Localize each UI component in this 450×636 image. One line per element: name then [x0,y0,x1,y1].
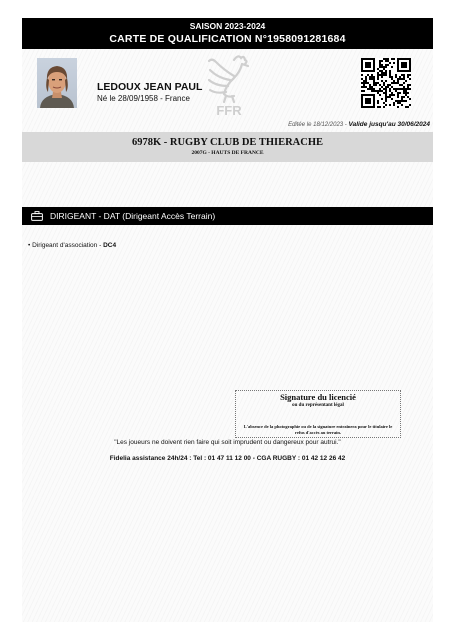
briefcase-icon [31,211,43,221]
function-label: • Dirigeant d'association - [28,242,104,249]
signature-notice: L'absence de la photographie ou de la signature entraînera pour le titulaire le refus d'accès au terrain. [243,424,393,435]
edited-date: Editée le 18/12/2023 - [288,122,349,128]
ffr-logo-text: FFR [216,103,242,118]
club-band [22,132,433,162]
validity-line [288,121,430,128]
season-label: SAISON 2023-2024 [189,21,266,31]
qualification-card [22,18,433,622]
player-birth: Né le 28/09/1958 - France [97,94,190,103]
role-band [22,207,433,225]
signature-subtitle: ou du représentant légal [292,403,344,408]
assistance-line: Fidelia assistance 24h/24 : Tel : 01 47 11 12 00 - CGA RUGBY : 01 42 12 26 42 [109,455,346,462]
signature-box[interactable] [235,390,401,438]
valid-until: Valide jusqu'au 30/06/2024 [348,121,430,128]
club-name: 6978K - RUGBY CLUB DE THIERACHE [131,137,324,148]
qr-code[interactable] [361,58,411,108]
role-title: DIRIGEANT - DAT (Dirigeant Accès Terrain) [50,211,216,221]
card-header [22,18,433,49]
function-code: DC4 [103,242,117,249]
player-name: LEDOUX JEAN PAUL [97,81,203,93]
card-number-title: CARTE DE QUALIFICATION N°1958091281684 [109,33,346,45]
function-line [28,242,116,249]
ffr-rooster-logo [204,52,254,118]
signature-title: Signature du licencié [280,392,356,402]
club-region: 2007G - HAUTS DE FRANCE [191,150,264,156]
player-photo [37,58,77,108]
fair-play-quote: "Les joueurs ne doivent rien faire qui soit imprudent ou dangereux pour autrui." [114,439,341,446]
